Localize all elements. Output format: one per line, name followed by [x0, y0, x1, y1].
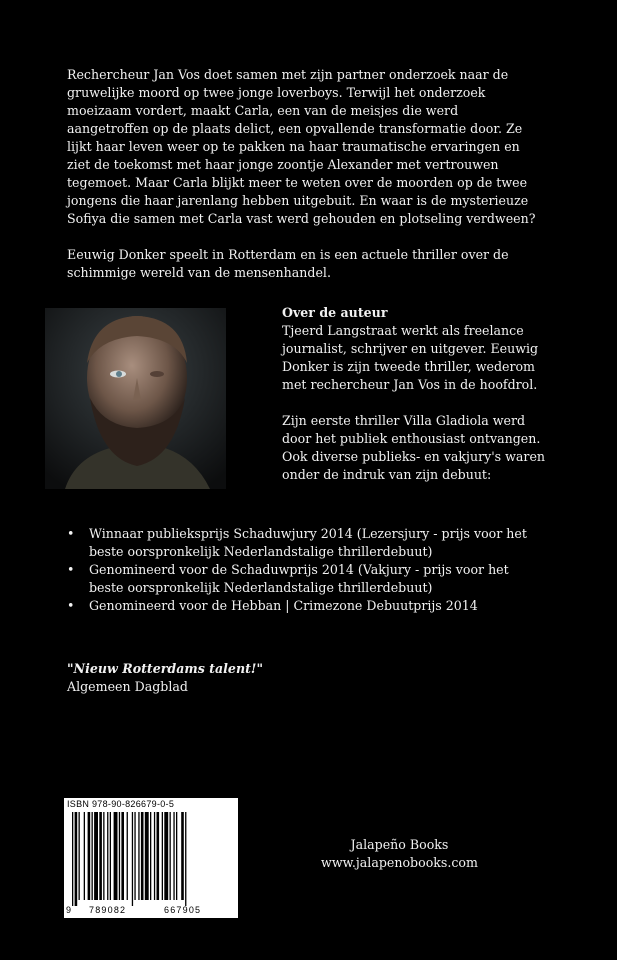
back-cover-blurb — [67, 66, 537, 282]
blurb-paragraph: Eeuwig Donker speelt in Rotterdam en is een actuele thriller over de schimmige wereld van de mensenhandel. — [67, 247, 509, 280]
award-text: Genomineerd voor de Hebban | Crimezone Debuutprijs 2014 — [89, 598, 478, 613]
quote-source: Algemeen Dagblad — [67, 679, 188, 694]
author-bio: Tjeerd Langstraat werkt als freelance journalist, schrijver en uitgever. Eeuwig Donker is zijn tweede thriller, wederom met rechercheur Jan Vos in de hoofdrol. — [282, 323, 539, 392]
awards-list — [67, 525, 547, 615]
author-photo — [45, 308, 226, 489]
award-text: Genomineerd voor de Schaduwprijs 2014 (Vakjury - prijs voor het beste oorspronkelijk Nederlandstalige thrillerdebuut) — [89, 562, 509, 595]
author-heading: Over de auteur — [282, 305, 388, 320]
author-debut-text: Zijn eerste thriller Villa Gladiola werd door het publiek enthousiast ontvangen. Ook diverse publieks- en vakjury's waren onder de indruk van zijn debuut: — [282, 413, 546, 482]
list-item — [67, 525, 547, 561]
quote-text: "Nieuw Rotterdams talent!" — [67, 661, 264, 676]
award-text: Winnaar publieksprijs Schaduwjury 2014 (Lezersjury - prijs voor het beste oorspronkelijk Nederlandstalige thrillerdebuut) — [89, 526, 527, 559]
isbn-barcode — [64, 798, 238, 918]
bullet-icon: • — [67, 526, 75, 541]
barcode-digits-right: 667905 — [164, 905, 202, 915]
review-quote — [67, 660, 263, 696]
bullet-icon: • — [67, 562, 75, 577]
publisher-website: www.jalapenobooks.com — [321, 855, 478, 870]
isbn-number: ISBN 978-90-826679-0-5 — [67, 799, 175, 809]
bullet-icon: • — [67, 598, 75, 613]
publisher-info — [282, 836, 517, 872]
list-item — [67, 597, 547, 615]
author-section — [282, 304, 557, 484]
publisher-name: Jalapeño Books — [350, 837, 449, 852]
list-item — [67, 561, 547, 597]
barcode-digits-left: 789082 — [89, 905, 127, 915]
author-portrait-image — [45, 308, 226, 489]
blurb-paragraph: Rechercheur Jan Vos doet samen met zijn partner onderzoek naar de gruwelijke moord op twee jonge loverboys. Terwijl het onderzoek moeizaam vordert, maakt Carla, een van de meisjes die werd aangetroffen op de plaats delict, een opvallende transformatie door. Ze lijkt haar leven weer op te pakken na haar traumatische ervaringen en ziet de toekomst met haar jonge zoontje Alexander met vertrouwen tegemoet. Maar Carla blijkt meer te weten over de moorden op de twee jongens die haar jarenlang hebben uitgebuit. En waar is de mysterieuze Sofiya die samen met Carla vast werd gehouden en plotseling verdween? — [67, 67, 536, 226]
barcode-digit-first: 9 — [66, 905, 73, 915]
barcode-icon — [72, 812, 232, 908]
